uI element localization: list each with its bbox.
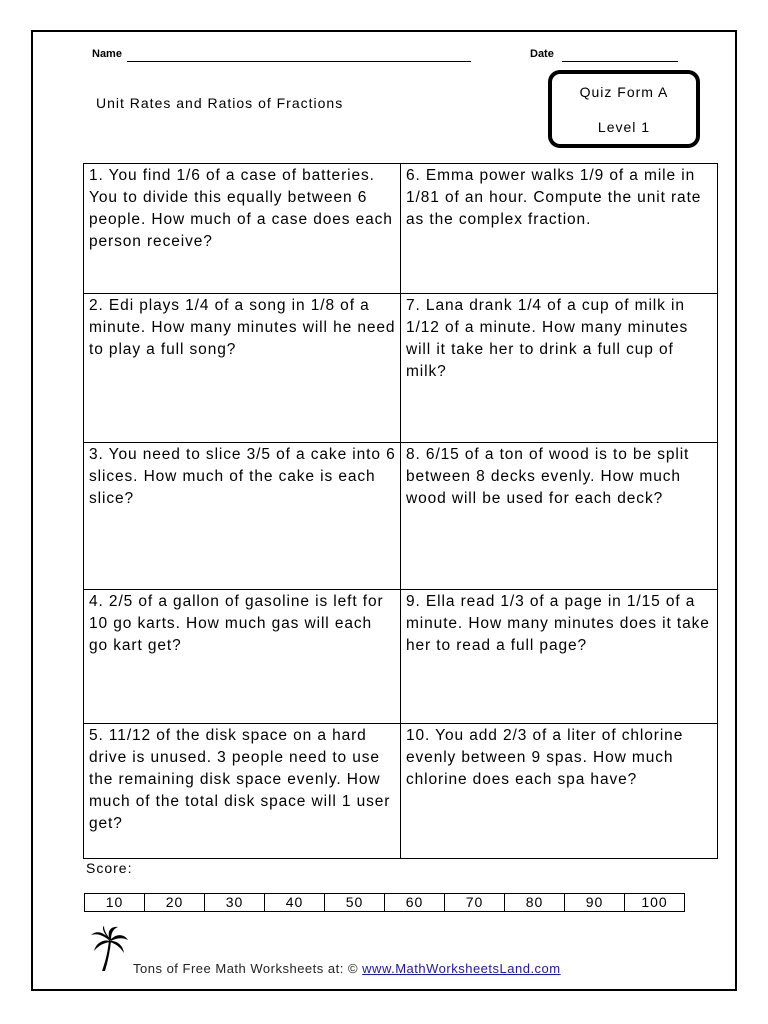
quiz-form-label: Quiz Form A [579, 84, 669, 100]
question-row [84, 590, 718, 724]
question-row [84, 724, 718, 859]
score-label: Score: [86, 860, 133, 876]
question-cell: 4. 2/5 of a gallon of gasoline is left for 10 go karts. How much gas will each go kart get? [84, 590, 401, 724]
score-cell: 10 [85, 894, 145, 912]
question-row [84, 443, 718, 590]
quiz-form-box [548, 70, 700, 148]
score-cell: 60 [385, 894, 445, 912]
score-cell: 90 [565, 894, 625, 912]
level-label: Level 1 [597, 119, 651, 135]
question-cell: 7. Lana drank 1/4 of a cup of milk in 1/12 of a minute. How many minutes will it take her to drink a full cup of milk? [401, 294, 718, 443]
score-table [84, 893, 685, 912]
name-label: Name [92, 48, 122, 60]
palm-tree-icon [90, 926, 128, 972]
question-cell: 5. 11/12 of the disk space on a hard drive is unused. 3 people need to use the remaining disk space evenly. How much of the total disk space will 1 user get? [84, 724, 401, 859]
question-cell: 8. 6/15 of a ton of wood is to be split between 8 decks evenly. How much wood will be used for each deck? [401, 443, 718, 590]
question-row [84, 164, 718, 294]
date-line [562, 61, 678, 62]
question-table [83, 163, 718, 859]
question-cell: 3. You need to slice 3/5 of a cake into 6 slices. How much of the cake is each slice? [84, 443, 401, 590]
footer-text: Tons of Free Math Worksheets at: © [133, 961, 359, 976]
date-label: Date [530, 48, 554, 60]
score-cell: 50 [325, 894, 385, 912]
question-cell: 10. You add 2/3 of a liter of chlorine evenly between 9 spas. How much chlorine does each spa have? [401, 724, 718, 859]
name-line [127, 61, 471, 62]
question-cell: 2. Edi plays 1/4 of a song in 1/8 of a minute. How many minutes will he need to play a full song? [84, 294, 401, 443]
footer [133, 961, 561, 976]
score-cell: 30 [205, 894, 265, 912]
score-cell: 20 [145, 894, 205, 912]
website-link[interactable]: www.MathWorksheetsLand.com [362, 961, 561, 976]
score-cell: 100 [625, 894, 685, 912]
question-cell: 9. Ella read 1/3 of a page in 1/15 of a minute. How many minutes does it take her to read a full page? [401, 590, 718, 724]
score-cell: 80 [505, 894, 565, 912]
question-cell: 6. Emma power walks 1/9 of a mile in 1/81 of an hour. Compute the unit rate as the complex fraction. [401, 164, 718, 294]
score-cell: 70 [445, 894, 505, 912]
question-cell: 1. You find 1/6 of a case of batteries. You to divide this equally between 6 people. How much of a case does each person receive? [84, 164, 401, 294]
score-cell: 40 [265, 894, 325, 912]
worksheet-title: Unit Rates and Ratios of Fractions [96, 95, 344, 111]
question-row [84, 294, 718, 443]
